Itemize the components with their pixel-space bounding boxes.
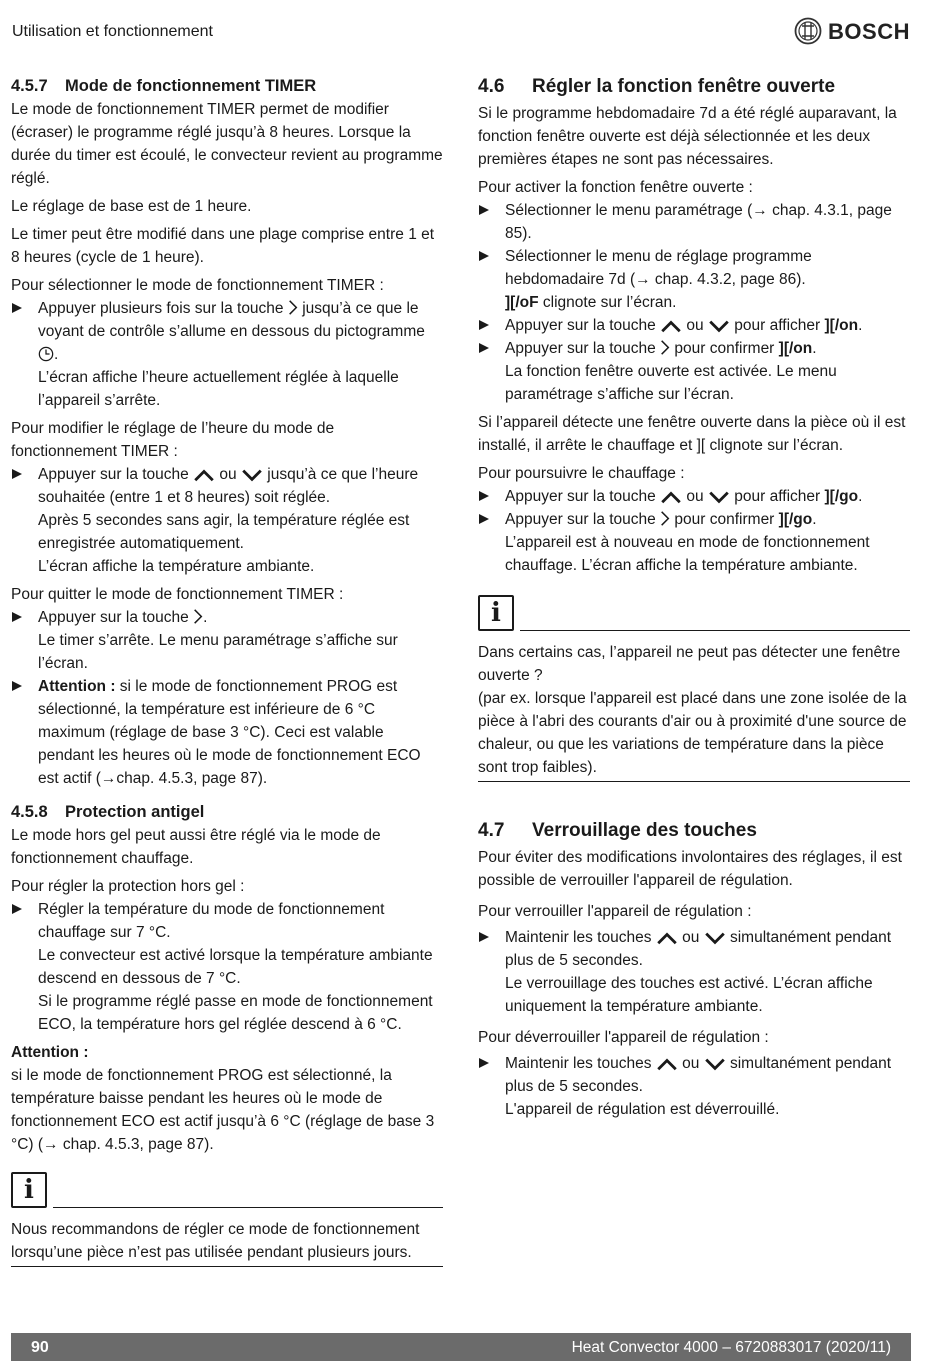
step-text: Maintenir les touches — [505, 929, 652, 946]
display-code: ][/go — [824, 488, 859, 505]
chevron-up-icon — [656, 931, 678, 945]
step-result: Après 5 secondes sans agir, la température réglée est enregistrée automatiquement. — [38, 512, 410, 552]
paragraph: si le mode de fonctionnement PROG est sélectionné, la température baisse pendant les heures où le mode de fonctionnement ECO est actif jusqu’à 6 °C (réglage de base 3 °C) (→ chap. 4.5.3, page 87). — [11, 1067, 435, 1153]
step-text: Appuyer sur la touche — [505, 317, 656, 334]
step-item — [478, 926, 910, 1018]
info-paragraph: Dans certains cas, l’appareil ne peut pas détecter une fenêtre ouverte ? — [478, 644, 901, 684]
page-header — [12, 20, 910, 46]
step-text: Appuyer sur la touche — [38, 466, 189, 483]
chevron-up-icon — [660, 319, 682, 333]
step-text: . — [858, 317, 863, 334]
step-item-attention — [11, 675, 443, 790]
step-result: Le timer s’arrête. Le menu paramétrage s’affiche sur l’écran. — [38, 632, 398, 672]
step-text: . — [812, 340, 817, 357]
divider — [520, 630, 910, 631]
section-number: 4.5.8 — [11, 803, 48, 821]
chevron-down-icon — [704, 1057, 726, 1071]
step-text: pour afficher — [734, 317, 821, 334]
paragraph: Pour régler la protection hors gel : — [11, 878, 245, 895]
step-text: ou — [219, 466, 237, 483]
section-4-7 — [478, 818, 910, 1121]
step-text: ou — [682, 929, 700, 946]
step-result — [505, 291, 910, 314]
info-text — [478, 635, 910, 782]
info-text: Nous recommandons de régler ce mode de fonctionnement lorsqu’une pièce n’est pas utilisée pendant plusieurs jours. — [11, 1212, 443, 1267]
paragraph: Pour activer la fonction fenêtre ouverte : — [478, 179, 753, 196]
chevron-down-icon — [241, 468, 263, 482]
chevron-right-icon — [660, 339, 670, 356]
section-title: Verrouillage des touches — [532, 820, 757, 841]
step-text: Appuyer sur la touche — [505, 340, 656, 357]
step-item — [478, 1052, 910, 1121]
info-note — [478, 595, 910, 782]
document-reference: Heat Convector 4000 – 6720883017 (2020/11) — [571, 1338, 891, 1356]
step-item — [11, 898, 443, 1036]
step-text: . — [203, 609, 208, 626]
section-title: Régler la fonction fenêtre ouverte — [532, 76, 836, 97]
step-list — [11, 463, 443, 578]
step-item — [478, 314, 910, 337]
paragraph: Pour modifier le réglage de l’heure du mode de fonctionnement TIMER : — [11, 420, 335, 460]
step-item — [478, 337, 910, 406]
step-text: simultanément pendant plus de 5 secondes. — [505, 929, 892, 969]
left-column — [11, 74, 443, 1267]
paragraph: Le mode de fonctionnement TIMER permet de modifier (écraser) le programme réglé jusqu’à 8 heures. Lorsque la durée du timer est écoulé, le convecteur revient au programme réglé. — [11, 101, 443, 187]
step-text: Appuyer sur la touche — [505, 488, 656, 505]
page-number: 90 — [31, 1338, 49, 1356]
chevron-up-icon — [656, 1057, 678, 1071]
chevron-up-icon — [193, 468, 215, 482]
display-code: ][/on — [778, 340, 813, 357]
step-item — [478, 508, 910, 577]
section-4-6 — [478, 74, 910, 782]
step-result: La fonction fenêtre ouverte est activée. Le menu paramétrage s’affiche sur l’écran. — [505, 363, 837, 403]
step-text: ou — [686, 317, 704, 334]
step-list — [11, 297, 443, 412]
step-list — [478, 485, 910, 577]
paragraph: Pour éviter des modifications involontaires des réglages, il est possible de verrouiller l'appareil de régulation. — [478, 849, 902, 889]
step-text: Maintenir les touches — [505, 1055, 652, 1072]
step-item — [11, 606, 443, 675]
chevron-down-icon — [708, 319, 730, 333]
chevron-down-icon — [708, 490, 730, 504]
step-text: . — [812, 511, 817, 528]
display-code: ][/go — [778, 511, 813, 528]
display-code: ][/on — [824, 317, 859, 334]
paragraph: Pour poursuivre le chauffage : — [478, 465, 685, 482]
attention-label: Attention : — [38, 678, 116, 695]
paragraph: Pour sélectionner le mode de fonctionnement TIMER : — [11, 277, 384, 294]
info-paragraph: (par ex. lorsque l'appareil est placé dans une zone isolée de la pièce à l'abri des courants d'air ou à proximité d'une source de chaleur, ou que les variations de température dans la pièce sont trop faibles). — [478, 690, 907, 776]
section-title: Mode de fonctionnement TIMER — [65, 77, 317, 95]
step-result: Le verrouillage des touches est activé. L’écran affiche uniquement la température ambiante. — [505, 975, 873, 1015]
paragraph: Pour verrouiller l'appareil de régulation : — [478, 903, 752, 920]
section-4-5-7 — [11, 74, 443, 790]
step-text: pour confirmer — [674, 340, 775, 357]
attention-label: Attention : — [11, 1044, 89, 1061]
section-number: 4.7 — [478, 820, 505, 841]
clock-icon — [38, 346, 54, 362]
info-icon: i — [11, 1172, 47, 1208]
section-4-5-8 — [11, 800, 443, 1267]
chevron-right-icon — [193, 608, 203, 625]
chevron-up-icon — [660, 490, 682, 504]
step-item — [478, 485, 910, 508]
step-text: Régler la température du mode de fonctionnement chauffage sur 7 °C. — [38, 901, 385, 941]
paragraph: Le timer peut être modifié dans une plage comprise entre 1 et 8 heures (cycle de 1 heure). — [11, 226, 435, 266]
step-list — [478, 926, 910, 1018]
info-icon: i — [478, 595, 514, 631]
step-result: Le convecteur est activé lorsque la température ambiante descend en dessous de 7 °C. — [38, 947, 433, 987]
brand-name: BOSCH — [828, 18, 910, 44]
step-text: jusqu’à ce que le voyant de contrôle s’allume en dessous du pictogramme — [38, 300, 425, 340]
step-text: ou — [686, 488, 704, 505]
chevron-right-icon — [660, 510, 670, 527]
section-heading — [478, 818, 910, 844]
step-text: Appuyer sur la touche — [505, 511, 656, 528]
step-text: Appuyer sur la touche — [38, 609, 189, 626]
step-list — [11, 606, 443, 790]
display-code: ][/oF — [505, 294, 539, 311]
step-list — [11, 898, 443, 1036]
step-text: Sélectionner le menu de réglage programme hebdomadaire 7d (→ chap. 4.3.2, page 86). — [505, 248, 812, 288]
paragraph: Pour quitter le mode de fonctionnement TIMER : — [11, 586, 344, 603]
step-item — [11, 297, 443, 412]
step-text: . — [54, 346, 59, 363]
chevron-right-icon — [288, 299, 298, 316]
info-header — [11, 1172, 443, 1212]
right-column — [478, 74, 910, 1126]
step-result: L’appareil est à nouveau en mode de fonctionnement chauffage. L’écran affiche la température ambiante. — [505, 534, 870, 574]
section-heading — [11, 800, 443, 824]
step-text: jusqu’à ce que l’heure souhaitée (entre 1 et 8 heures) soit réglée. — [38, 466, 419, 506]
paragraph: Pour déverrouiller l'appareil de régulation : — [478, 1029, 769, 1046]
paragraph: Le mode hors gel peut aussi être réglé via le mode de fonctionnement chauffage. — [11, 827, 381, 867]
step-text: ou — [682, 1055, 700, 1072]
info-note — [11, 1172, 443, 1267]
divider — [53, 1207, 443, 1208]
header-title: Utilisation et fonctionnement — [12, 23, 213, 40]
bosch-armature-icon — [794, 17, 822, 45]
step-item — [478, 245, 910, 314]
step-item — [11, 463, 443, 578]
step-list — [478, 199, 910, 406]
chevron-down-icon — [704, 931, 726, 945]
section-heading — [478, 74, 910, 100]
info-header — [478, 595, 910, 635]
step-text: pour afficher — [734, 488, 821, 505]
step-text: . — [858, 488, 863, 505]
step-list — [478, 1052, 910, 1121]
page-footer — [11, 1333, 911, 1361]
attention-text: si le mode de fonctionnement PROG est sélectionné, la température est inférieure de 6 °C maximum (réglage de base 3 °C). Ceci est valable pendant les heures où le mode de fonctionnement ECO est actif (→chap. 4.5.3, page 87). — [38, 678, 421, 787]
step-result: L’écran affiche l’heure actuellement réglée à laquelle l’appareil s’arrête. — [38, 369, 399, 409]
step-item — [478, 199, 910, 245]
paragraph: Le réglage de base est de 1 heure. — [11, 198, 252, 215]
section-number: 4.6 — [478, 76, 505, 97]
attention-heading — [11, 1041, 443, 1064]
section-number: 4.5.7 — [11, 77, 48, 95]
step-text: pour confirmer — [674, 511, 775, 528]
step-result: L’écran affiche la température ambiante. — [38, 558, 315, 575]
bosch-logo — [794, 17, 910, 45]
step-result: Si le programme réglé passe en mode de fonctionnement ECO, la température hors gel réglée descend à 6 °C. — [38, 993, 433, 1033]
step-text: Sélectionner le menu paramétrage (→ chap. 4.3.1, page 85). — [505, 202, 892, 242]
paragraph: Si le programme hebdomadaire 7d a été réglé auparavant, la fonction fenêtre ouverte est déjà sélectionnée et les deux premières étapes ne sont pas nécessaires. — [478, 105, 897, 168]
step-text: simultanément pendant plus de 5 secondes. — [505, 1055, 892, 1095]
section-title: Protection antigel — [65, 803, 205, 821]
step-text: Appuyer plusieurs fois sur la touche — [38, 300, 284, 317]
step-result: L'appareil de régulation est déverrouillé. — [505, 1101, 780, 1118]
step-text: clignote sur l’écran. — [542, 294, 677, 311]
section-heading — [11, 74, 443, 98]
paragraph: Si l’appareil détecte une fenêtre ouverte dans la pièce où il est installé, il arrête le chauffage et ][ clignote sur l’écran. — [478, 414, 906, 454]
